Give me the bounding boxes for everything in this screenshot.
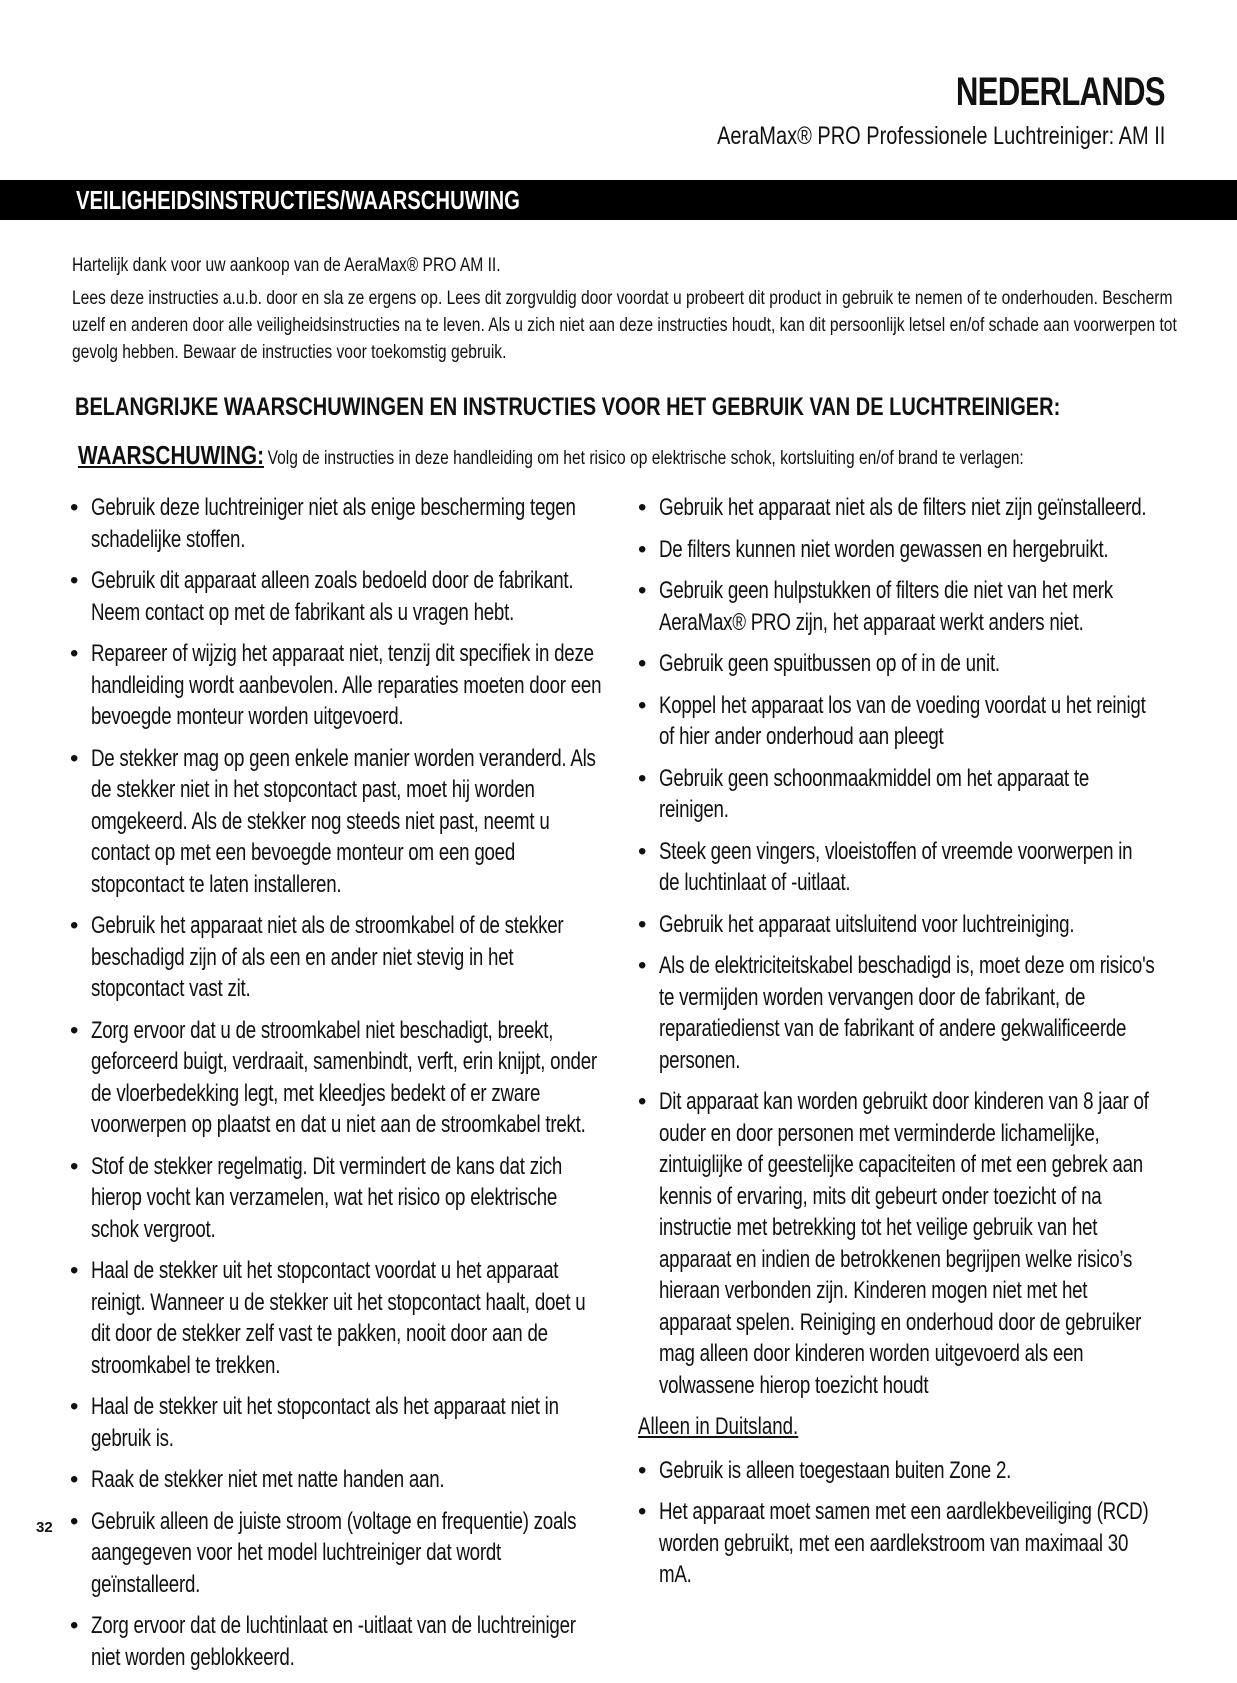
left-bullet-list [70, 492, 610, 1673]
section-header-bar [0, 180, 1237, 220]
bullet-icon: • [638, 910, 647, 938]
bullet-icon: • [70, 567, 79, 594]
list-item: • Raak de stekker niet met natte handen aan. [70, 1464, 610, 1496]
bullet-icon: • [638, 1498, 647, 1525]
product-subtitle: AeraMax® PRO Professionele Luchtreiniger: AM II [716, 122, 1165, 150]
important-heading: BELANGRIJKE WAARSCHUWINGEN EN INSTRUCTIES VOOR HET GEBRUIK VAN DE LUCHTREINIGER: [75, 393, 1061, 421]
bullet-icon: • [70, 640, 79, 667]
bullet-icon: • [70, 1016, 79, 1044]
list-item: • Gebruik het apparaat niet als de filters niet zijn geïnstalleerd. [638, 492, 1158, 524]
list-item: • Gebruik het apparaat niet als de stroomkabel of de stekker beschadigd zijn of als een en ander niet stevig in het stopcontact vast zit. [70, 912, 564, 1002]
bullet-icon: • [638, 650, 647, 677]
list-item: • Gebruik deze luchtreiniger niet als enige bescherming tegen schadelijke stoffen. [70, 494, 576, 553]
right-column [638, 492, 1158, 1601]
bullet-icon: • [70, 494, 79, 521]
list-item: • Gebruik het apparaat uitsluitend voor luchtreiniging. [638, 909, 1158, 941]
list-item: • Als de elektriciteitskabel beschadigd is, moet deze om risico's te vermijden worden vervangen door de fabrikant, de reparatiedienst van de fabrikant of andere gekwalificeerde personen. [638, 952, 1155, 1074]
warning-text: Volg de instructies in deze handleiding om het risico op elektrische schok, kortsluiting en/of brand te verlagen: [267, 447, 1024, 469]
bullet-icon: • [638, 494, 647, 521]
bullet-icon: • [638, 1456, 647, 1484]
section-title: VEILIGHEIDSINSTRUCTIES/WAARSCHUWING [76, 185, 520, 215]
list-item: • Het apparaat moet samen met een aardlekbeveiliging (RCD) worden gebruikt, met een aardlekstroom van maximaal 30 mA. [638, 1498, 1149, 1588]
list-item: • Haal de stekker uit het stopcontact als het apparaat niet in gebruik is. [70, 1393, 559, 1452]
list-item: • Gebruik alleen de juiste stroom (voltage en frequentie) zoals aangegeven voor het model luchtreiniger dat wordt geïnstalleerd. [70, 1507, 577, 1598]
bullet-icon: • [70, 744, 79, 772]
page-number: 32 [36, 1519, 53, 1536]
bullet-icon: • [70, 1152, 79, 1180]
bullet-icon: • [638, 535, 647, 563]
bullet-icon: • [70, 1393, 79, 1420]
germany-bullet-list [638, 1455, 1158, 1591]
bullet-icon: • [70, 912, 79, 939]
germany-only-label: Alleen in Duitsland. [638, 1413, 799, 1440]
list-item: • Koppel het apparaat los van de voeding voordat u het reinigt of hier ander onderhoud aan pleegt [638, 691, 1146, 750]
bullet-icon: • [70, 1507, 79, 1535]
language-title: NEDERLANDS [956, 70, 1165, 114]
warning-label: WAARSCHUWING: [78, 440, 265, 470]
bullet-icon: • [70, 1466, 79, 1493]
list-item: • Stof de stekker regelmatig. Dit vermindert de kans dat zich hierop vocht kan verzamelen, wat het risico op elektrische schok vergroot. [70, 1152, 563, 1243]
bullet-icon: • [638, 837, 647, 865]
list-item: • Gebruik geen spuitbussen op of in de unit. [638, 648, 1158, 680]
list-item: • De stekker mag op geen enkele manier worden veranderd. Als de stekker niet in het stopcontact past, moet hij worden omgekeerd. Als de stekker nog steeds niet past, neemt u contact op met een bevoegde monteur om een goed stopcontact te laten installeren. [70, 744, 596, 898]
bullet-icon: • [638, 1088, 647, 1115]
list-item: • Gebruik geen schoonmaakmiddel om het apparaat te reinigen. [638, 764, 1089, 823]
list-item: • Zorg ervoor dat de luchtinlaat en -uitlaat van de luchtreiniger niet worden geblokkeerd. [70, 1612, 576, 1671]
list-item: • Zorg ervoor dat u de stroomkabel niet beschadigt, breekt, geforceerd buigt, verdraait, samenbindt, verft, erin knijpt, onder de vloerbedekking legt, met kleedjes bedekt of er zware voorwerpen op plaatst en dat u niet aan de stroomkabel trekt. [70, 1016, 597, 1138]
bullet-icon: • [638, 691, 647, 719]
bullet-icon: • [638, 952, 647, 979]
list-item: • Dit apparaat kan worden gebruikt door kinderen van 8 jaar of ouder en door personen met verminderde lichamelijke, zintuiglijke of geestelijke capaciteiten of met een gebrek aan kennis of ervaring, mits dit gebeurt onder toezicht of na instructie met betrekking tot het veilige gebruik van het apparaat en indien de betrokkenen begrijpen welke risico’s hieraan verbonden zijn. Kinderen mogen niet met het apparaat spelen. Reiniging en onderhoud door de gebruiker mag alleen door kinderen worden uitgevoerd als een volwassene hierop toezicht houdt [638, 1088, 1149, 1399]
list-item: • Gebruik is alleen toegestaan buiten Zone 2. [638, 1455, 1158, 1487]
list-item: • Gebruik dit apparaat alleen zoals bedoeld door de fabrikant. Neem contact op met de fabrikant als u vragen hebt. [70, 567, 574, 626]
list-item: • Repareer of wijzig het apparaat niet, tenzij dit specifiek in deze handleiding wordt aanbevolen. Alle reparaties moeten door een bevoegde monteur worden uitgevoerd. [70, 640, 602, 730]
intro-paragraph: Lees deze instructies a.u.b. door en sla ze ergens op. Lees dit zorgvuldig door voordat u probeert dit product in gebruik te nemen of te onderhouden. Bescherm uzelf en anderen door alle veiligheidsinstructies na te leven. Als u zich niet aan deze instructies houdt, kan dit persoonlijk letsel en/of schade aan voorwerpen tot gevolg hebben. Bewaar de instructies voor toekomstig gebruik. [72, 287, 1177, 363]
bullet-icon: • [638, 577, 647, 604]
list-item: • De filters kunnen niet worden gewassen en hergebruikt. [638, 534, 1158, 566]
list-item: • Gebruik geen hulpstukken of filters die niet van het merk AeraMax® PRO zijn, het apparaat werkt anders niet. [638, 577, 1113, 636]
bullet-icon: • [70, 1257, 79, 1284]
bullet-icon: • [70, 1612, 79, 1639]
list-item: • Steek geen vingers, vloeistoffen of vreemde voorwerpen in de luchtinlaat of -uitlaat. [638, 837, 1133, 896]
thanks-text: Hartelijk dank voor uw aankoop van de AeraMax® PRO AM II. [72, 254, 501, 276]
left-column [70, 492, 610, 1683]
list-item: • Haal de stekker uit het stopcontact voordat u het apparaat reinigt. Wanneer u de stekker uit het stopcontact haalt, doet u dit door de stekker zelf vast te pakken, nooit door aan de stroomkabel te trekken. [70, 1257, 586, 1379]
bullet-icon: • [638, 764, 647, 792]
right-bullet-list [638, 492, 1158, 1401]
warning-line [78, 440, 1024, 471]
